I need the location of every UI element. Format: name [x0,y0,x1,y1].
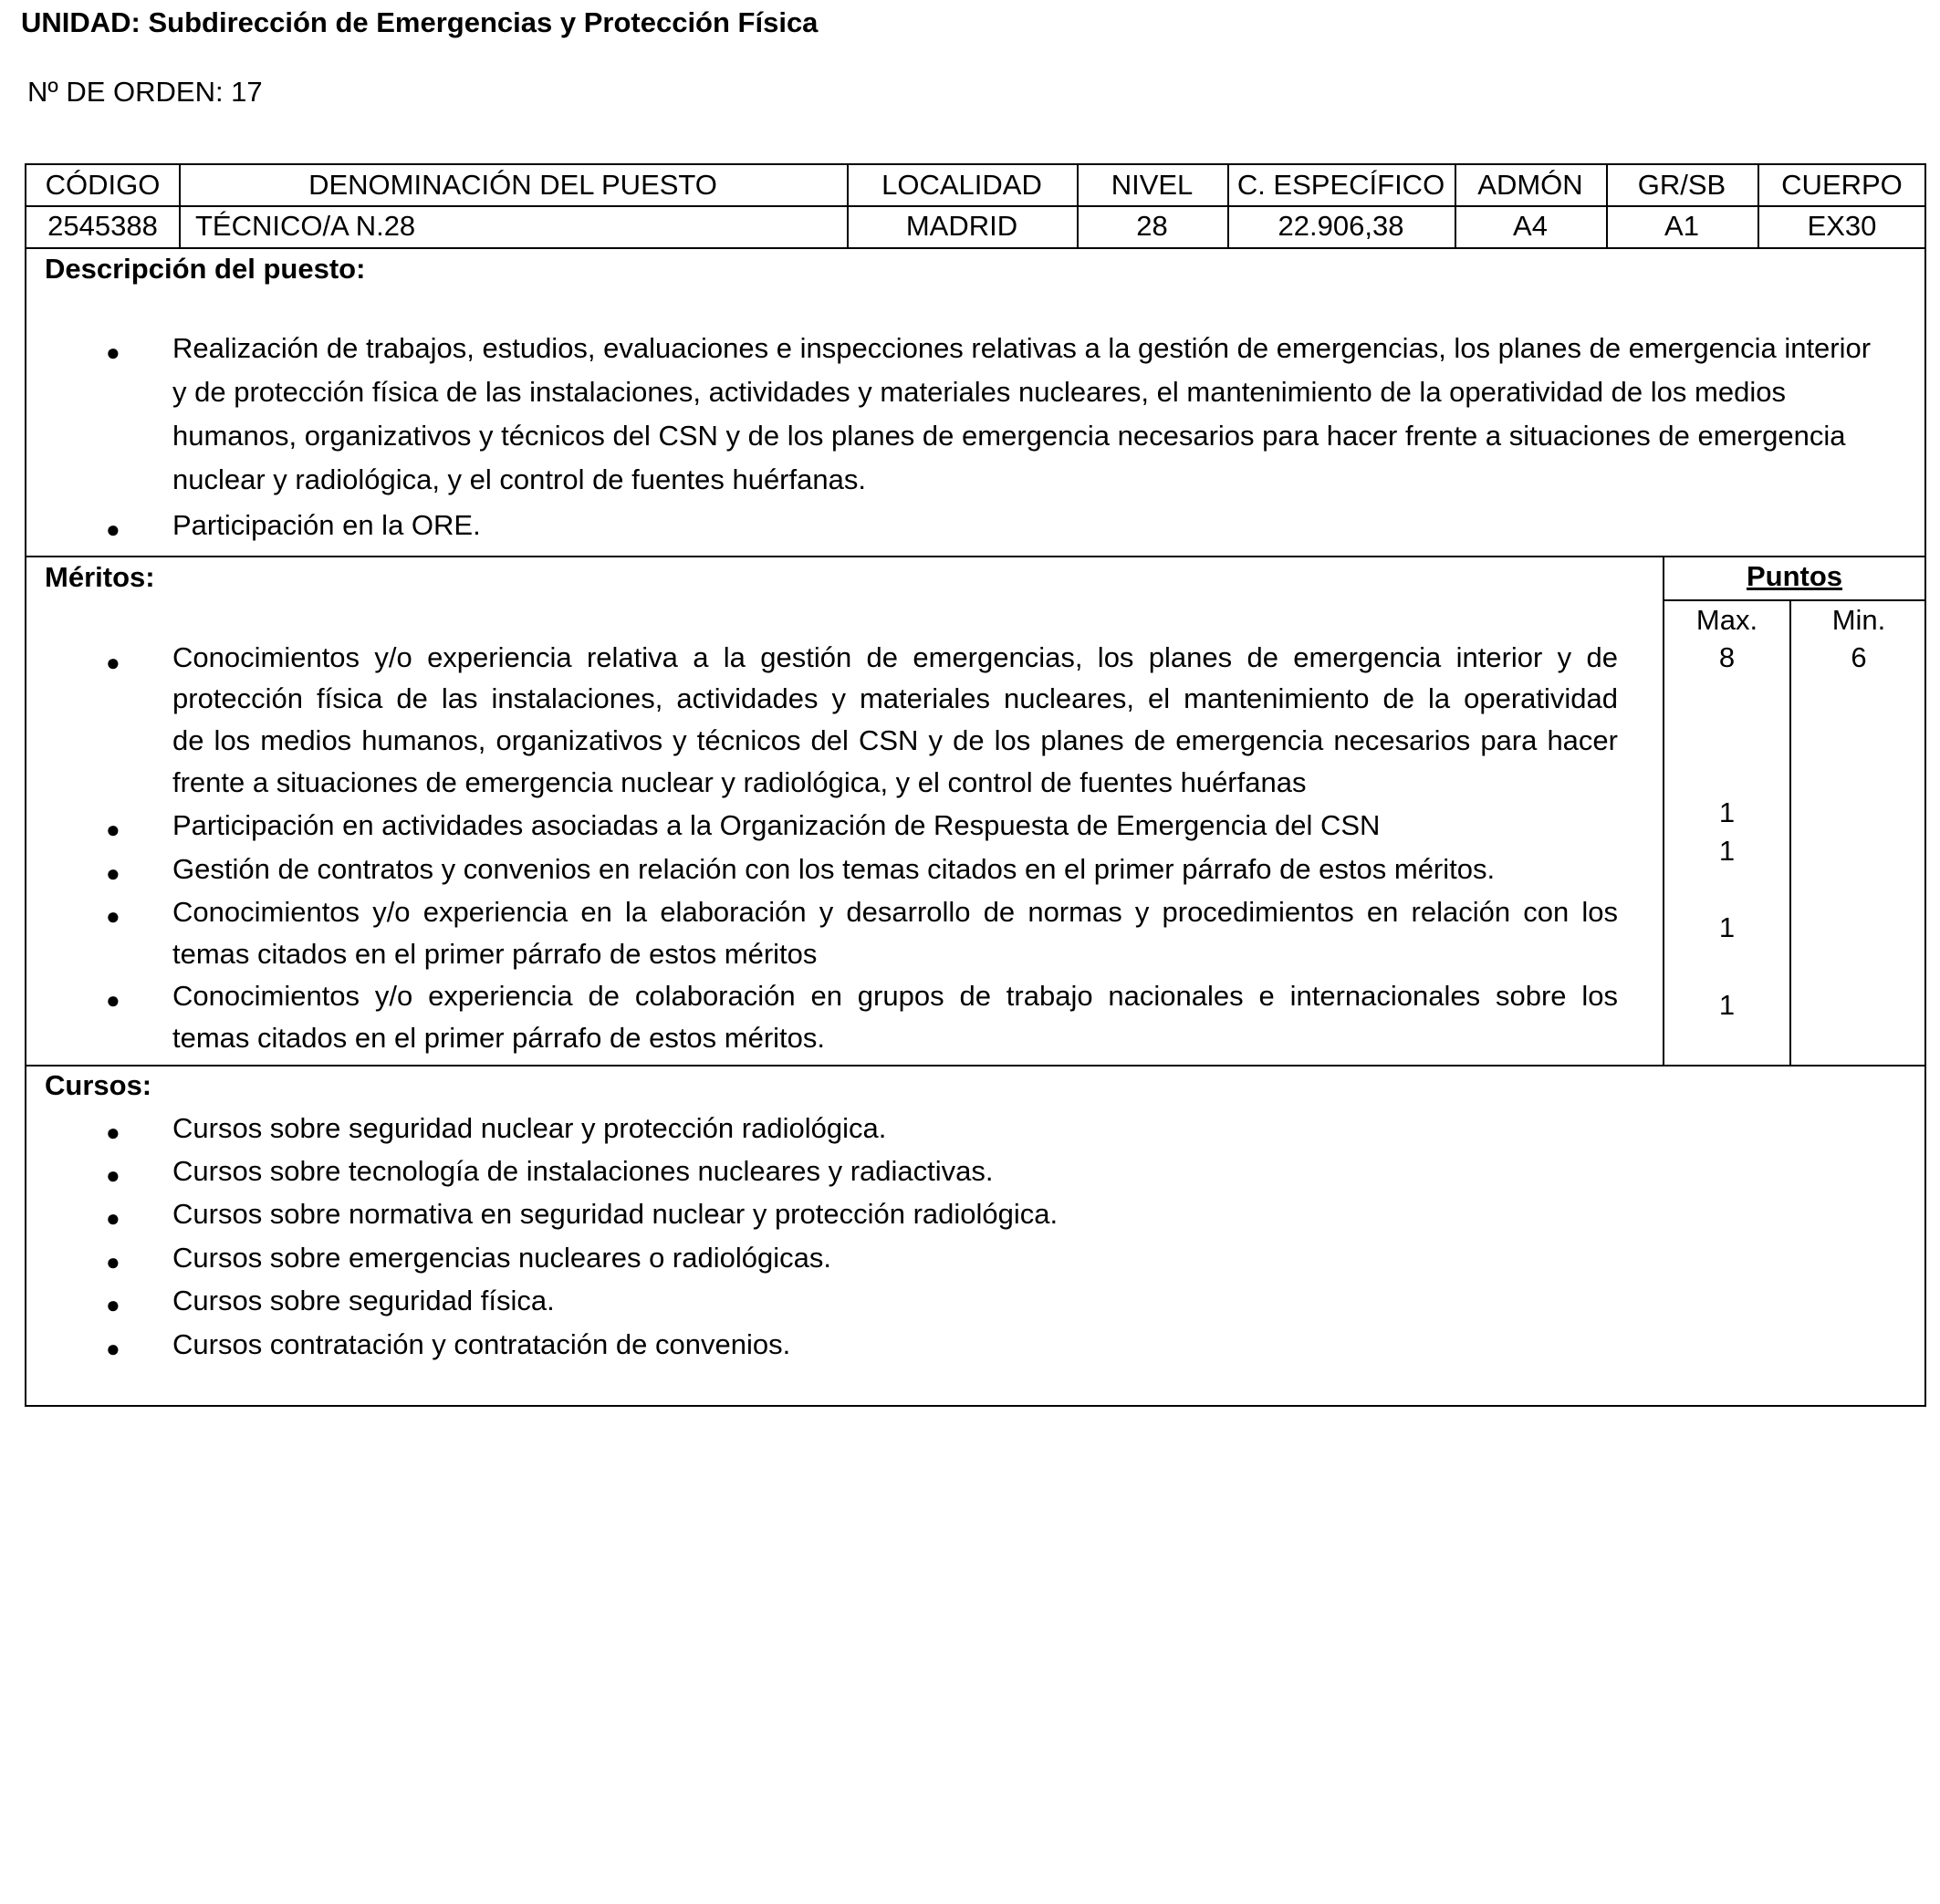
table-cell: 22.906,38 [1278,210,1404,242]
column-header: GR/SB [1637,169,1726,201]
bullet-icon: ● [106,338,120,366]
cursos-label: Cursos: [45,1069,152,1101]
bullet-icon: ● [106,1204,120,1232]
merit-points: 1 [1718,835,1736,867]
column-header: ADMÓN [1477,169,1583,201]
list-item-line: protección física de las instalaciones, actividades y materiales nucleares, el mantenimiento de la operatividad [172,682,1618,714]
list-item-line: frente a situaciones de emergencia nuclear y radiológica, y el control de fuentes huérfanas [172,766,1307,798]
bullet-icon: ● [106,1248,120,1275]
bullet-icon: ● [106,986,120,1014]
max-header: Max. [1695,604,1758,636]
bullet-icon: ● [106,515,120,543]
list-item: Cursos sobre seguridad física. [172,1285,555,1316]
divider [26,247,1924,249]
list-item: Cursos contratación y contratación de convenios. [172,1328,791,1360]
list-item-line: Conocimientos y/o experiencia de colaboración en grupos de trabajo nacionales e internacionales sobre los [172,980,1618,1012]
list-item-line: temas citados en el primer párrafo de estos méritos [172,938,818,970]
divider [26,1065,1924,1066]
min-header: Min. [1831,604,1886,636]
column-header: LOCALIDAD [881,169,1042,201]
table-cell: MADRID [905,210,1018,242]
bullet-icon: ● [106,1161,120,1189]
list-item: Cursos sobre emergencias nucleares o radiológicas. [172,1242,831,1274]
bullet-icon: ● [106,1118,120,1146]
column-header: CUERPO [1781,169,1903,201]
puntos-header: Puntos [1746,560,1843,592]
divider [26,556,1924,557]
column-header: DENOMINACIÓN DEL PUESTO [308,169,717,201]
bullet-icon: ● [106,816,120,843]
list-item-line: Gestión de contratos y convenios en relación con los temas citados en el primer párrafo de estos méritos. [172,853,1496,885]
meritos-label: Méritos: [45,561,155,593]
bullet-icon: ● [106,1291,120,1318]
list-item-line: Realización de trabajos, estudios, evaluaciones e inspecciones relativas a la gestión de emergencias, los planes de emergencia interior [172,332,1872,364]
table-cell: 28 [1136,210,1168,242]
bullet-icon: ● [106,1335,120,1362]
list-item-line: humanos, organizativos y técnicos del CSN y de los planes de emergencia necesarios para hacer frente a situaciones de emergencia [172,420,1846,452]
min-total: 6 [1851,641,1867,673]
list-item-line: y de protección física de las instalaciones, actividades y materiales nucleares, el mantenimiento de la operatividad de los medios [172,376,1786,408]
merit-points: 1 [1718,796,1736,828]
column-header: C. ESPECÍFICO [1236,169,1445,201]
list-item-line: Participación en la ORE. [172,509,481,541]
list-item-line: nuclear y radiológica, y el control de fuentes huérfanas. [172,463,866,495]
table-cell: A4 [1513,210,1548,242]
merit-points: 1 [1718,989,1736,1021]
position-sheet [25,163,1926,1407]
list-item-line: Conocimientos y/o experiencia en la elaboración y desarrollo de normas y procedimientos en relación con los [172,896,1618,928]
list-item-line: Conocimientos y/o experiencia relativa a la gestión de emergencias, los planes de emergencia interior y de [172,641,1618,673]
table-cell: A1 [1664,210,1699,242]
max-total: 8 [1718,641,1736,673]
list-item: Cursos sobre tecnología de instalaciones nucleares y radiactivas. [172,1155,994,1187]
orden-number: Nº DE ORDEN: 17 [27,76,263,108]
column-header: NIVEL [1111,169,1194,201]
table-cell: 2545388 [47,210,158,242]
column-header: CÓDIGO [45,169,161,201]
divider [1663,599,1924,601]
list-item-line: temas citados en el primer párrafo de estos méritos. [172,1022,826,1054]
list-item-line: Participación en actividades asociadas a la Organización de Respuesta de Emergencia del CSN [172,809,1381,841]
list-item-line: de los medios humanos, organizativos y técnicos del CSN y de los planes de emergencia necesarios para hacer [172,724,1618,756]
bullet-icon: ● [106,859,120,887]
table-cell: EX30 [1807,210,1877,242]
table-cell: TÉCNICO/A N.28 [195,210,416,242]
unidad-title: UNIDAD: Subdirección de Emergencias y Protección Física [21,6,819,38]
list-item: Cursos sobre normativa en seguridad nuclear y protección radiológica. [172,1198,1059,1230]
descripcion-label: Descripción del puesto: [45,253,366,285]
bullet-icon: ● [106,649,120,676]
list-item: Cursos sobre seguridad nuclear y protección radiológica. [172,1112,887,1144]
merit-points: 1 [1718,911,1736,943]
bullet-icon: ● [106,902,120,930]
